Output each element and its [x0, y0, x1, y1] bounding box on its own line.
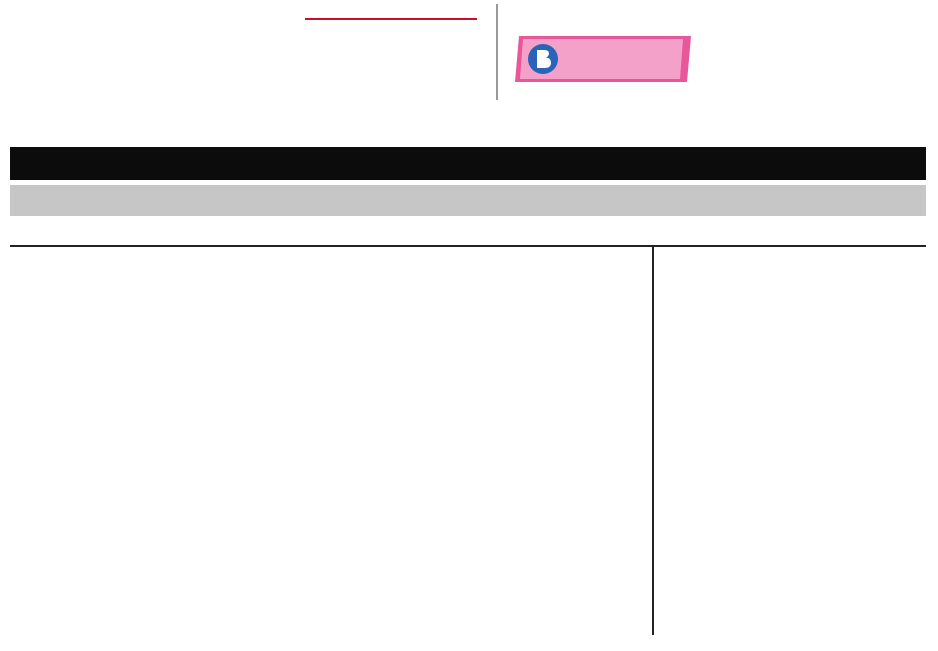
- header-rule: [10, 245, 926, 247]
- brand-underline: [305, 18, 477, 20]
- session-title: [10, 185, 926, 216]
- event-title: [10, 147, 926, 180]
- bwt-logo: [515, 36, 691, 82]
- logo-divider: [496, 4, 498, 100]
- porsche-logo: [303, 14, 483, 28]
- session-divider: [652, 246, 654, 635]
